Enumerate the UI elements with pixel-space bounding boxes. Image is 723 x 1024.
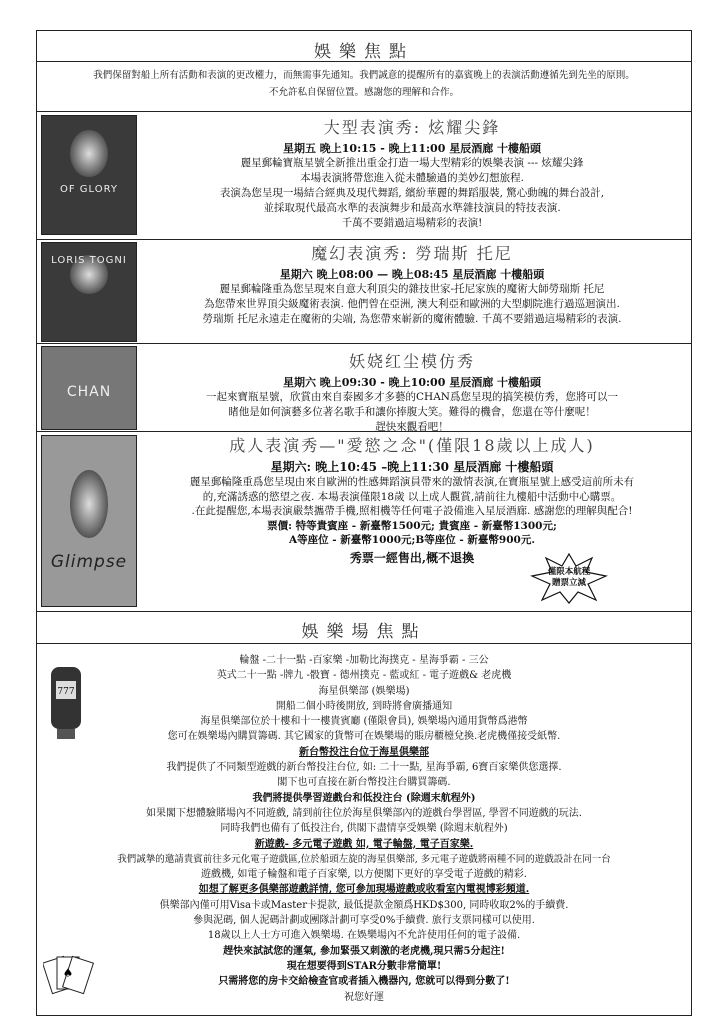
poster-caption: LORIS TOGNI [51,254,127,266]
divider [37,611,691,612]
casino-line: 現在想要得到STAR分數非常簡單! [286,960,442,972]
show-title: 妖娆红尘模仿秀 [348,352,475,371]
casino-info [37,653,691,1005]
casino-line: 參與泥碼, 個人泥碼計劃或團隊計劃可享受0%手續費. 旅行支票同樣可以使用. [193,915,535,927]
notice-line-1: 我們保留對船上所有活動和表演的更改權力，而無需事先通知。我們誠意的提醒所有的嘉賓晚上的表演活動遵循先到先坐的原則。 [93,70,635,81]
show-schedule: 星期五 晚上10:15 - 晚上11:00 星辰酒廊 十樓船頭 [282,142,542,155]
casino-subheading: 如想了解更多俱樂部遊戲詳情, 您可參加現場遊戲或收看室內電視博彩頻道. [198,884,530,896]
casino-line: 同時我們也備有了低投注台, 供閣下盡情享受娛樂 (除週末航程外) [220,823,508,835]
show-poster-image [41,115,137,235]
divider [37,643,691,644]
desc-line: 千萬不要錯過這場精彩的表演! [341,217,483,229]
casino-line: 您可在娛樂場內購買籌碼. 其它國家的貨幣可在娛樂場的賬房櫃檯兌換.老虎機僅接受紙幣. [167,731,561,743]
divider [37,61,691,62]
desc-line: 麗星郵輪隆重為您呈現來自意大利頂尖的雜技世家-托尼家族的魔術大師勞瑞斯 托尼 [219,283,605,295]
games-line: 輪盤 -二十一點 -百家樂 -加勒比海撲克 - 星海爭霸 - 三公 [239,655,489,666]
casino-subheading: 新遊戲- 多元電子遊戲 如, 電子輪盤, 電子百家樂. [254,838,474,850]
show-schedule: 星期六 晚上08:00 — 晚上08:45 星辰酒廊 十樓船頭 [279,268,545,281]
desc-line: 本場表演將帶您進入從未體驗過的美妙幻想旅程. [300,172,524,184]
casino-line: 海星俱樂部位於十樓和十一樓貴賓廳 (僅限會員), 娛樂場內通用貨幣爲港幣 [200,716,528,728]
poster-caption: CHAN [66,383,112,400]
casino-title: 娛樂場焦點 [301,622,427,642]
show-schedule: 星期六 晚上09:30 - 晚上10:00 星辰酒廊 十樓船頭 [282,376,542,389]
casino-line: 閣下也可直接在新台幣投注台購買籌碼. [277,777,451,789]
desc-line: 睹他是如何演藝多位著名歌手和讓你捧腹大笑。難得的機會，您還在等什麼呢！ [228,406,596,418]
show-title: 成人表演秀—"愛慾之念"(僅限18歲以上成人) [229,436,595,455]
show-description [139,282,685,327]
casino-line: 我們誠摯的邀請貴賓前往多元化電子遊戲區,位於船頭左旋的海星俱樂部, 多元電子遊戲將兩種不同的遊戲設計在同一台 [117,853,611,865]
casino-line: 我們提供了不同類型遊戲的新台幣投注台位, 如: 二十一點, 星海爭霸, 6寶百家樂供您選擇. [166,762,562,774]
show-description [139,390,685,435]
show-poster-image [41,242,137,342]
badge-line: 僅限本航程 [547,567,591,577]
badge-line: 贈票立減 [551,578,586,588]
casino-line: 海星俱樂部 (娛樂場) [318,685,410,697]
desc-line: 一起來寶瓶星號，欣賞由來自泰國多才多藝的CHAN爲您呈現的搞笑模仿秀，您將可以一 [206,391,618,403]
desc-line: 的,充滿誘惑的慾望之夜. 本場表演僅限18歲 以上成人觀賞,請前往九樓船中活動中心購票。 [202,490,622,503]
desc-line: 表演為您呈現一場結合經典及現代舞蹈, 繽紛華麗的舞蹈服裝, 驚心動魄的舞台設計, [219,187,605,199]
show-schedule: 星期六: 晚上10:45 –晚上11:30 星辰酒廊 十樓船頭 [270,460,554,474]
ticket-price-line: A等座位 - 新臺幣1000元;B等座位 - 新臺幣900元. [288,534,536,546]
no-refund-line: 秀票一經售出,概不退換 [349,550,475,565]
closing-line: 祝您好運 [344,991,384,1003]
poster-caption: OF GLORY [59,184,119,196]
notice-line-2: 不允許私自保留位置。感謝您的理解和合作。 [268,87,459,98]
desc-line: 為您帶來世界頂尖級魔術表演. 他們曾在亞洲, 澳大利亞和歐洲的大型劇院進行過巡迴演出. [204,298,620,310]
ticket-price-line: 票價: 特等貴賓座 - 新臺幣1500元; 貴賓座 - 新臺幣1300元; [267,519,557,532]
casino-line: 趕快來試試您的運氣, 參加緊張又刺激的老虎機,現只需5分起注! [223,945,505,957]
desc-line: 趕快來觀看吧！ [375,421,449,433]
show-section-3 [37,343,691,431]
casino-line: 開船二個小時後開放, 到時將會廣播通知 [275,700,453,712]
page-frame [36,30,692,1016]
show-section-1 [37,111,691,239]
poster-caption: Glimpse [50,551,128,572]
desc-line: 並採取現代最高水準的表演舞步和最高水準雜技演員的特技表演. [263,202,561,214]
show-poster-image [41,435,137,607]
svg-text:♠: ♠ [62,966,74,980]
games-line: 英式二十一點 -牌九 -骰寶 - 德州撲克 - 藍或紅 - 電子遊戲& 老虎機 [216,670,512,682]
show-section-2 [37,239,691,343]
show-poster-image [41,346,137,430]
desc-line: 麗星郵輪隆重爲您呈現由來自歐洲的性感舞蹈演員帶來的激情表演,在寶瓶星號上感受這前所未有 [189,476,635,488]
casino-subheading: 我們將提供學習遊戲台和低投注台 (除週末航程外) [252,792,476,804]
show-title: 魔幻表演秀: 勞瑞斯 托尼 [311,244,513,263]
show-description [139,156,685,231]
casino-line: 18歲以上人士方可進入娛樂場. 在娛樂場內不允許使用任何的電子設備. [207,930,521,942]
promo-star-badge [530,552,608,604]
casino-line: 遊戲機, 如電子輪盤和電子百家樂, 以方便閣下更好的享受電子遊戲的精彩. [201,869,527,881]
casino-line: 如果閣下想體驗賭場內不同遊戲, 請到前往位於海星俱樂部內的遊戲台學習區, 學習不同遊戲的玩法. [146,807,582,819]
desc-line: 麗星郵輪寶瓶星號全新推出重金打造一場大型精彩的娛樂表演 --- 炫耀尖鋒 [240,157,584,169]
desc-line: .在此提醒您,本場表演嚴禁攜帶手機,照相機等任何電子設備進入星辰酒廊. 感謝您的理解與配合! [191,505,633,517]
show-title: 大型表演秀: 炫耀尖鋒 [323,118,501,137]
casino-line: 只需將您的房卡交給檢查官或者插入機器內, 您就可以得到分數了! [218,976,510,988]
casino-subheading: 新台幣投注台位于海星俱樂部 [299,746,429,758]
notice [45,67,683,101]
casino-line: 俱樂部內僅可用Visa卡或Master卡提款, 最低提款金額爲HKD$300, 同時收取2%的手續費. [159,899,569,911]
page-title: 娛樂焦點 [314,42,414,62]
desc-line: 勞瑞斯 托尼永遠走在魔術的尖端, 為您帶來嶄新的魔術體驗. 千萬不要錯過這場精彩的表演. [202,313,622,325]
svg-text:777: 777 [57,687,75,697]
